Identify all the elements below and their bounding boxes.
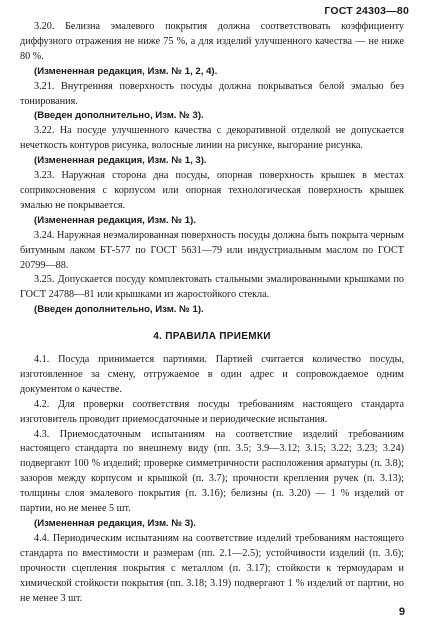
document-body xyxy=(20,20,404,606)
paragraph-4-4: 4.4. Периодическим испытаниям на соответствие изделий требованиям настоящего стандарта по вместимости и размерам (пп. 2.1—2.5); устойчивости изделий (п. 3.6); прочности сцепления покрытия с металлом (п. 3.17); стойкости к термоударам и химической стойкости покрытия (пп. 3.18; 3.19) подвергают 1 % изделий от партии, но не менее 3 шт. xyxy=(20,532,404,604)
paragraph-3-24: 3.24. Наружная неэмалированная поверхность посуды должна быть покрыта черным битумным лаком БТ-577 по ГОСТ 5631—79 или индустриальным маслом по ГОСТ 20799—88. xyxy=(20,229,404,271)
paragraph-3-23: 3.23. Наружная сторона дна посуды, опорная поверхность крышек в местах соприкосновения с корпусом или опорная технологическая поверхность крышек эмалью не покрывается. xyxy=(20,170,404,211)
paragraph-4-2: 4.2. Для проверки соответствия посуды требованиям настоящего стандарта изготовитель проводит приемосдаточные и периодические испытания. xyxy=(20,398,404,425)
paragraph-4-3: 4.3. Приемосдаточным испытаниям на соответствие изделий требованиям настоящего стандарта по внешнему виду (пп. 3.5; 3.9—3.12; 3.15; 3.22; 3.23; 3.24) подвергают 100 % изделий; проверке симметричности расположения арматуры (п. 3.8); зазоров между корпусом и крышкой (п. 3.7); прочности крепления ручек (п. 3.13); толщины слоя эмалевого покрытия (п. 3.16); белизны (п. 3.20) — 1 % изделий от партии, но не менее 5 шт. xyxy=(20,428,404,515)
section-heading: 4. ПРАВИЛА ПРИЕМКИ xyxy=(153,331,271,343)
amendment-note: (Введен дополнительно, Изм. № 3). xyxy=(34,110,204,122)
paragraph-3-20: 3.20. Белизна эмалевого покрытия должна соответствовать коэффициенту диффузного отражения не ниже 75 %, а для изделий улучшенного качества — не ниже 80 %. xyxy=(20,21,404,62)
paragraph-3-25: 3.25. Допускается посуду комплектовать стальными эмалированными крышками по ГОСТ 24788—81 или крышками из жаростойкого стекла. xyxy=(20,274,404,301)
amendment-note: (Измененная редакция, Изм. № 3). xyxy=(34,518,196,529)
amendment-note: (Измененная редакция, Изм. № 1, 2, 4). xyxy=(34,65,218,77)
amendment-note: (Измененная редакция, Изм. № 1). xyxy=(34,214,196,226)
page-number: 9 xyxy=(398,606,405,618)
amendment-note: (Введен дополнительно, Изм. № 1). xyxy=(34,304,204,316)
paragraph-3-22: 3.22. На посуде улучшенного качества с декоративной отделкой не допускается нечеткость контуров рисунка, волосные линии на рисунке, выгорание рисунка. xyxy=(20,125,404,152)
paragraph-4-1: 4.1. Посуда принимается партиями. Партией считается количество посуды, изготовленное за смену, отгружаемое в один адрес и сопровождаемое одним документом о качестве. xyxy=(20,354,404,395)
amendment-note: (Измененная редакция, Изм. № 1, 3). xyxy=(34,155,207,167)
document-id-header: ГОСТ 24303—80 xyxy=(324,5,409,17)
paragraph-3-21: 3.21. Внутренняя поверхность посуды должна покрываться белой эмалью без тонирования. xyxy=(20,80,404,107)
